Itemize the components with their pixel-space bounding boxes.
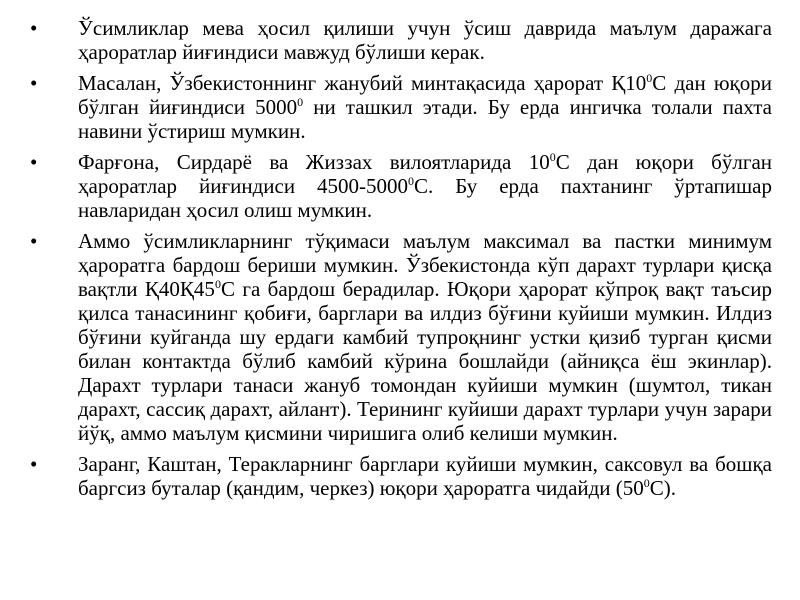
bullet-icon: • (30, 229, 38, 253)
text-segment: Аммо ўсимликларнинг тўқимаси маълум максимал ва пастки минимум ҳароратга бардош бериши мумкин. Ўзбекистонда кўп дарахт турлари қисқа вақтли Қ40Қ45 (78, 229, 772, 301)
text-segment: Масалан, Ўзбекистоннинг жанубий минтақасида ҳарорат Қ10 (78, 71, 647, 95)
text-segment: ни ташкил этади. Бу ерда ингичка толали пахта навини ўстириш мумкин. (78, 95, 773, 143)
degree-superscript: 0 (549, 150, 556, 164)
degree-superscript: 0 (643, 476, 650, 490)
bullet-list (30, 16, 772, 500)
paragraph-3 (30, 150, 772, 222)
degree-superscript: 0 (646, 71, 653, 85)
degree-superscript: 0 (408, 174, 415, 188)
degree-superscript: 0 (297, 95, 304, 109)
text-segment: Фарғона, Сирдарё ва Жиззах вилоятларида 10 (78, 150, 550, 174)
bullet-icon: • (30, 150, 38, 174)
bullet-icon: • (30, 71, 38, 95)
paragraph-text (78, 229, 772, 445)
paragraph-text (78, 150, 772, 222)
degree-superscript: 0 (214, 277, 221, 291)
bullet-icon: • (30, 16, 38, 40)
paragraph-4 (30, 229, 772, 445)
paragraph-text (78, 16, 772, 64)
text-segment: Зaранг, Каштан, Теракларнинг барглари куйиши мумкин, саксовул ва бошқа баргсиз буталар (қандим, черкез) юқори ҳароратга чидайди (50 (78, 452, 772, 500)
text-segment: С дан юқори бўлган йиғиндиси 5000 (78, 71, 772, 119)
paragraph-5 (30, 452, 772, 500)
paragraph-1 (30, 16, 772, 64)
text-segment: Ўсимликлар мева ҳосил қилиши учун ўсиш даврида маълум даражага ҳароратлар йиғиндиси мавжуд бўлиши керак. (78, 16, 772, 64)
paragraph-2 (30, 71, 772, 143)
paragraph-text (78, 71, 772, 143)
paragraph-text (78, 452, 772, 500)
text-segment: С. Бу ерда пахтанинг ўртапишар навларидан ҳосил олиш мумкин. (78, 174, 772, 222)
text-segment: С га бардош берадилар. Юқори ҳарорат кўпроқ вақт таъсир қилса танасининг қобиғи, барглари ва илдиз бўғини куйиши мумкин. Илдиз бўғини куйганда шу ердаги камбий тупроқнинг устки қизиб турган қисми билан контактда бўлиб камбий кўрина бошлайди (айниқса ёш экинлар). Дарахт турлари танаси жануб томондан куйиши мумкин (шумтол, тикан дарахт, сассиқ дарахт, айлант). Терининг куйиши дарахт турлари учун зарари йўқ, аммо маълум қисмини чиришига олиб келиши мумкин. (78, 277, 772, 445)
text-segment: С). (649, 476, 677, 500)
bullet-icon: • (30, 452, 38, 476)
text-segment: С дан юқори бўлган ҳароратлар йиғиндиси 4500-5000 (78, 150, 772, 198)
